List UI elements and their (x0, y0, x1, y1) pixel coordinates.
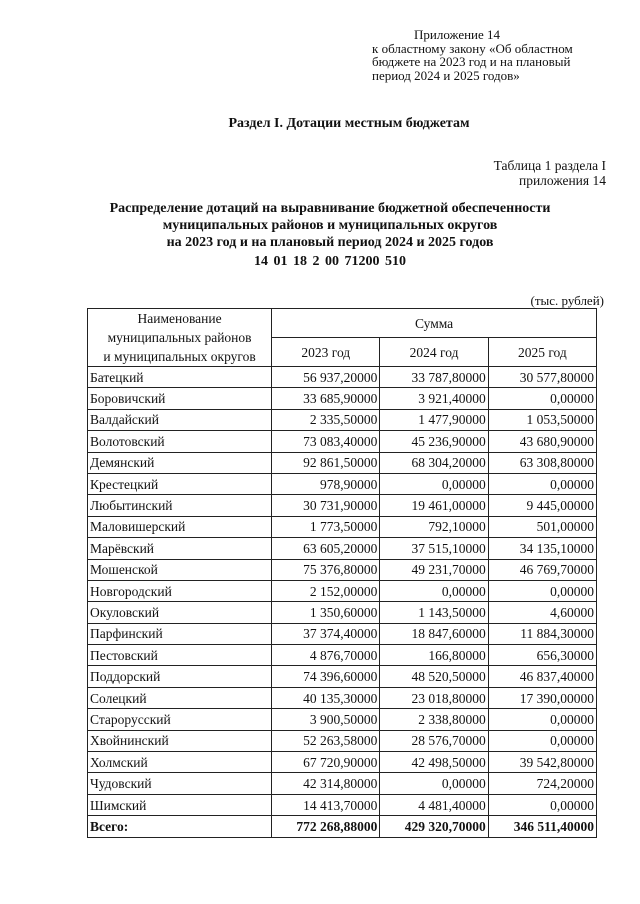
table-row (88, 495, 597, 516)
district-name-cell: Волотовский (88, 431, 272, 452)
value-2025-cell: 63 308,80000 (488, 452, 596, 473)
table-row (88, 409, 597, 430)
value-2024-cell: 0,00000 (380, 580, 488, 601)
district-name-cell: Любытинский (88, 495, 272, 516)
district-name-cell: Крестецкий (88, 473, 272, 494)
column-header-name (88, 309, 272, 367)
value-2024-cell: 1 477,90000 (380, 409, 488, 430)
table-row (88, 687, 597, 708)
value-2025-cell: 39 542,80000 (488, 752, 596, 773)
value-2025-cell: 501,00000 (488, 516, 596, 537)
district-name-cell: Старорусский (88, 709, 272, 730)
value-2023-cell: 1 350,60000 (272, 602, 380, 623)
value-2023-cell: 63 605,20000 (272, 538, 380, 559)
value-2023-cell: 56 937,20000 (272, 367, 380, 388)
name-header-line: и муниципальных округов (103, 349, 256, 364)
value-2024-cell: 3 921,40000 (380, 388, 488, 409)
units-label: (тыс. рублей) (530, 293, 604, 308)
district-name-cell: Окуловский (88, 602, 272, 623)
value-2023-cell: 2 152,00000 (272, 580, 380, 601)
value-2023-cell: 33 685,90000 (272, 388, 380, 409)
value-2024-cell: 23 018,80000 (380, 687, 488, 708)
district-name-cell: Демянский (88, 452, 272, 473)
table-body (88, 367, 597, 838)
value-2025-cell: 0,00000 (488, 730, 596, 751)
column-header-2025: 2025 год (488, 338, 596, 367)
table-row (88, 367, 597, 388)
value-2023-cell: 30 731,90000 (272, 495, 380, 516)
district-name-cell: Мошенской (88, 559, 272, 580)
value-2025-cell: 11 884,30000 (488, 623, 596, 644)
value-2023-cell: 772 268,88000 (272, 816, 380, 837)
value-2023-cell: 67 720,90000 (272, 752, 380, 773)
table-row (88, 623, 597, 644)
table-row (88, 516, 597, 537)
appendix-line: бюджете на 2023 год и на плановый (372, 54, 571, 69)
value-2025-cell: 1 053,50000 (488, 409, 596, 430)
value-2025-cell: 0,00000 (488, 794, 596, 815)
heading-line: на 2023 год и на плановый период 2024 и 2025 годов (166, 235, 494, 250)
value-2023-cell: 42 314,80000 (272, 773, 380, 794)
value-2025-cell: 46 769,70000 (488, 559, 596, 580)
value-2024-cell: 0,00000 (380, 473, 488, 494)
appendix-line: период 2024 и 2025 годов» (372, 67, 520, 83)
value-2024-cell: 68 304,20000 (380, 452, 488, 473)
name-header-line: муниципальных районов (107, 330, 252, 345)
heading-line: Распределение дотаций на выравнивание бюджетной обеспеченности (109, 201, 551, 216)
value-2025-cell: 34 135,10000 (488, 538, 596, 559)
value-2025-cell: 0,00000 (488, 580, 596, 601)
district-name-cell: Чудовский (88, 773, 272, 794)
value-2025-cell: 17 390,00000 (488, 687, 596, 708)
column-header-sum: Сумма (272, 309, 597, 338)
table-row (88, 580, 597, 601)
value-2023-cell: 1 773,50000 (272, 516, 380, 537)
value-2024-cell: 166,80000 (380, 645, 488, 666)
table-row (88, 666, 597, 687)
value-2025-cell: 43 680,90000 (488, 431, 596, 452)
table-row (88, 559, 597, 580)
value-2025-cell: 724,20000 (488, 773, 596, 794)
value-2025-cell: 46 837,40000 (488, 666, 596, 687)
value-2023-cell: 92 861,50000 (272, 452, 380, 473)
value-2024-cell: 2 338,80000 (380, 709, 488, 730)
value-2024-cell: 0,00000 (380, 773, 488, 794)
heading-line: муниципальных районов и муниципальных округов (162, 218, 498, 233)
value-2023-cell: 75 376,80000 (272, 559, 380, 580)
value-2025-cell: 9 445,00000 (488, 495, 596, 516)
district-name-cell: Солецкий (88, 687, 272, 708)
table-row (88, 773, 597, 794)
table-row (88, 709, 597, 730)
value-2024-cell: 33 787,80000 (380, 367, 488, 388)
value-2024-cell: 28 576,70000 (380, 730, 488, 751)
column-header-2023: 2023 год (272, 338, 380, 367)
value-2024-cell: 49 231,70000 (380, 559, 488, 580)
value-2024-cell: 37 515,10000 (380, 538, 488, 559)
district-name-cell: Шимский (88, 794, 272, 815)
table-row (88, 730, 597, 751)
value-2023-cell: 37 374,40000 (272, 623, 380, 644)
value-2024-cell: 4 481,40000 (380, 794, 488, 815)
value-2024-cell: 19 461,00000 (380, 495, 488, 516)
table-row (88, 602, 597, 623)
appendix-line: Приложение 14 (414, 27, 501, 42)
name-header-line: Наименование (137, 311, 222, 326)
table-row (88, 473, 597, 494)
value-2025-cell: 30 577,80000 (488, 367, 596, 388)
table-reference-line: приложения 14 (518, 173, 606, 188)
table-row (88, 431, 597, 452)
value-2023-cell: 74 396,60000 (272, 666, 380, 687)
table-reference-line: Таблица 1 раздела I (493, 158, 606, 173)
section-title: Раздел I. Дотации местным бюджетам (228, 116, 470, 131)
value-2023-cell: 978,90000 (272, 473, 380, 494)
value-2023-cell: 3 900,50000 (272, 709, 380, 730)
value-2024-cell: 48 520,50000 (380, 666, 488, 687)
district-name-cell: Новгородский (88, 580, 272, 601)
value-2024-cell: 42 498,50000 (380, 752, 488, 773)
district-name-cell: Пестовский (88, 645, 272, 666)
value-2023-cell: 73 083,40000 (272, 431, 380, 452)
value-2024-cell: 429 320,70000 (380, 816, 488, 837)
value-2023-cell: 14 413,70000 (272, 794, 380, 815)
table-row (88, 794, 597, 815)
district-name-cell: Всего: (88, 816, 272, 837)
appendix-line: к областному закону «Об областном (372, 40, 573, 56)
total-row (88, 816, 597, 837)
value-2024-cell: 1 143,50000 (380, 602, 488, 623)
value-2023-cell: 2 335,50000 (272, 409, 380, 430)
value-2025-cell: 4,60000 (488, 602, 596, 623)
district-name-cell: Валдайский (88, 409, 272, 430)
district-name-cell: Марёвский (88, 538, 272, 559)
district-name-cell: Холмский (88, 752, 272, 773)
value-2023-cell: 40 135,30000 (272, 687, 380, 708)
appendix-reference (372, 28, 622, 82)
table-row (88, 388, 597, 409)
district-name-cell: Батецкий (88, 367, 272, 388)
district-name-cell: Хвойнинский (88, 730, 272, 751)
value-2024-cell: 792,10000 (380, 516, 488, 537)
value-2025-cell: 0,00000 (488, 388, 596, 409)
table-row (88, 538, 597, 559)
table-row (88, 645, 597, 666)
budget-classification-code: 14 01 18 2 00 71200 510 (254, 254, 406, 269)
district-name-cell: Парфинский (88, 623, 272, 644)
district-name-cell: Боровичский (88, 388, 272, 409)
value-2025-cell: 0,00000 (488, 709, 596, 730)
table-row (88, 452, 597, 473)
table-row (88, 752, 597, 773)
value-2024-cell: 45 236,90000 (380, 431, 488, 452)
value-2025-cell: 656,30000 (488, 645, 596, 666)
document-heading (60, 200, 600, 251)
value-2023-cell: 52 263,58000 (272, 730, 380, 751)
district-name-cell: Маловишерский (88, 516, 272, 537)
column-header-2024: 2024 год (380, 338, 488, 367)
value-2023-cell: 4 876,70000 (272, 645, 380, 666)
value-2024-cell: 18 847,60000 (380, 623, 488, 644)
value-2025-cell: 0,00000 (488, 473, 596, 494)
value-2025-cell: 346 511,40000 (488, 816, 596, 837)
table-reference (494, 158, 606, 188)
subsidies-table (87, 308, 597, 838)
district-name-cell: Поддорский (88, 666, 272, 687)
